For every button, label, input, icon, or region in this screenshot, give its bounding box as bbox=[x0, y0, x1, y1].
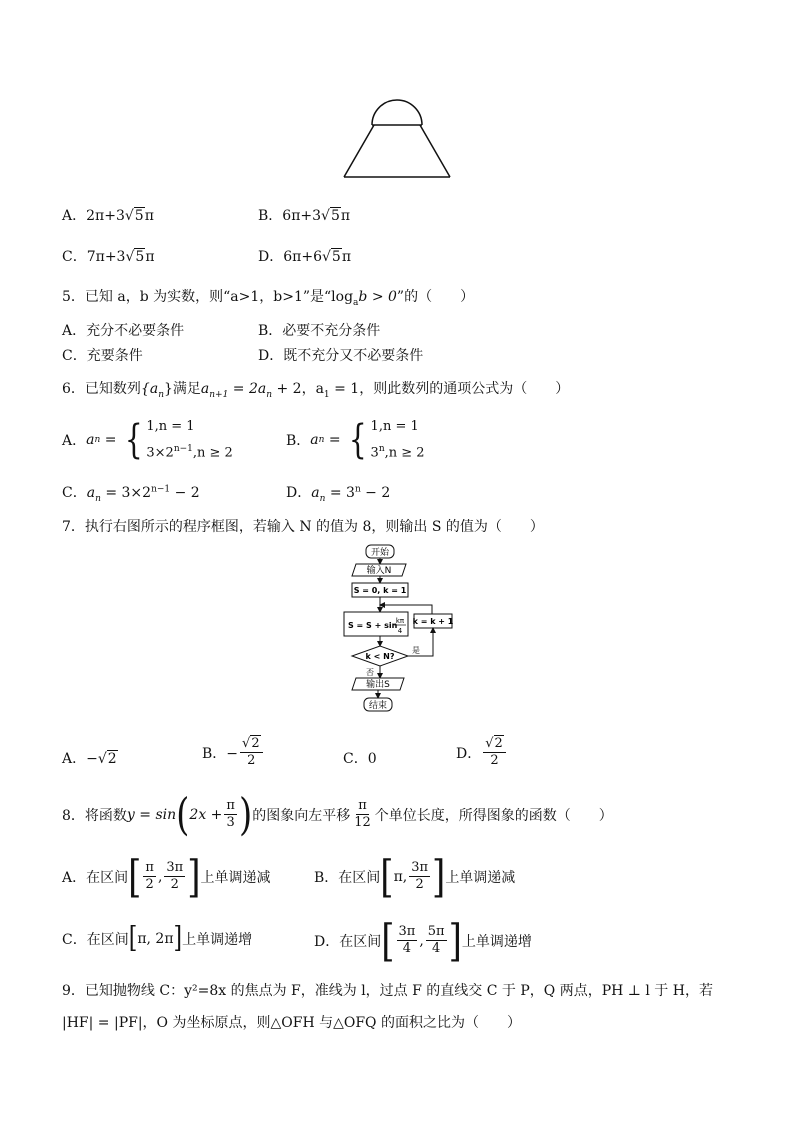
q8-stem-a: 8．将函数 bbox=[62, 807, 127, 824]
q8-b-post: 上单调递减 bbox=[445, 869, 516, 886]
flow-init: S = 0, k = 1 bbox=[353, 586, 407, 595]
q6-d-tail: − 2 bbox=[360, 485, 391, 501]
q5-option-b[interactable]: B．必要不充分条件 bbox=[258, 323, 381, 339]
flow-end: 结束 bbox=[368, 701, 388, 711]
q6-seq-sub: n bbox=[158, 389, 164, 400]
q9-line2: |HF| = |PF|，O 为坐标原点，则△OFH 与△OFQ 的面积之比为（ ） bbox=[62, 1015, 521, 1031]
flow-input: 输入N bbox=[366, 566, 392, 576]
q8-b-n2: 3π bbox=[411, 860, 429, 875]
q8-a-n2: 3π bbox=[166, 860, 184, 875]
q8-inner-num: π bbox=[226, 798, 235, 813]
q4-b-post: π bbox=[340, 208, 351, 224]
q5-stem-b: ”的（ ） bbox=[396, 289, 475, 305]
q6-rel-eq: = 2a bbox=[228, 381, 267, 397]
q8-b-pre: B．在区间 bbox=[314, 869, 381, 886]
q6-a-label: A． bbox=[62, 433, 87, 450]
q8-inner-den: 3 bbox=[226, 815, 235, 830]
q4-b-pre: 6π+3 bbox=[282, 208, 322, 224]
q7-b-den: 2 bbox=[247, 753, 256, 768]
q4-d-rad: 5 bbox=[331, 249, 341, 265]
q5-log-sub: a bbox=[353, 297, 359, 308]
q4-option-a[interactable]: A．2π+3√5π bbox=[62, 208, 154, 224]
q5-option-d[interactable]: D．既不充分又不必要条件 bbox=[258, 348, 424, 364]
q6-c-tail: − 2 bbox=[170, 485, 200, 501]
q7-option-c[interactable]: C．0 bbox=[343, 751, 377, 767]
q8-c-v: π, 2π bbox=[137, 931, 174, 947]
flow-cond: k < N? bbox=[365, 652, 395, 661]
q4-d-post: π bbox=[341, 249, 352, 265]
q8-d-n1: 3π bbox=[398, 924, 416, 939]
q6-b-case1: 1,n = 1 bbox=[370, 419, 419, 434]
q6-c-expr: = 3×2 bbox=[105, 485, 152, 501]
q8-inner: 2x + bbox=[189, 806, 223, 823]
q4-d-pre: 6π+6 bbox=[283, 249, 322, 265]
q4-option-d[interactable]: D．6π+6√5π bbox=[258, 249, 352, 265]
q6-rel-tail: + 2，a bbox=[272, 381, 324, 397]
q8-b-v1: π, bbox=[393, 868, 408, 885]
q7-stem: 7．执行右图所示的程序框图，若输入 N 的值为 8，则输出 S 的值为（ ） bbox=[62, 519, 544, 535]
flow-yes: 是 bbox=[412, 646, 420, 655]
q4-c-post: π bbox=[145, 249, 155, 265]
q8-stem: 8．将函数 y = sin ( 2x + $\frac{\pi}{3}$ ) 的图象向左平移 $\frac{\pi}{12}$ 个单位长度，所得图象的函数（ ） bbox=[62, 788, 613, 841]
q8-c-post: 上单调递增 bbox=[182, 932, 253, 948]
q6-rel-sub2: n bbox=[266, 389, 273, 400]
flow-frac-den: 4 bbox=[397, 627, 403, 635]
q7-option-a[interactable]: A．−√2 bbox=[62, 751, 117, 767]
q4-option-b[interactable]: B．6π+3√5π bbox=[258, 208, 351, 224]
q8-stem-b: 的图象向左平移 bbox=[252, 807, 351, 824]
q8-option-b[interactable]: B．在区间 [ π, $\frac{3\pi}{2}$ ] 上单调递减 bbox=[314, 850, 516, 903]
q6-option-c[interactable]: C．$a_n = 3\times 2^{n-1} - 2$ bbox=[62, 484, 200, 504]
q8-func: y = sin bbox=[126, 806, 177, 823]
q6-d-expr: = 3 bbox=[329, 485, 355, 501]
q6-a-case2: 3×2 bbox=[146, 445, 174, 461]
q8-a-post: 上单调递减 bbox=[200, 869, 271, 886]
q8-c-pre: C．在区间 bbox=[62, 932, 129, 948]
q5-log: log bbox=[331, 289, 354, 305]
q6-d-label: D． bbox=[286, 485, 312, 501]
flow-frac-num: kπ bbox=[395, 617, 405, 625]
flow-inc: k = k + 1 bbox=[412, 617, 454, 626]
flowchart bbox=[336, 542, 456, 720]
q8-d-pre: D．在区间 bbox=[314, 933, 382, 950]
q8-a-pre: A．在区间 bbox=[62, 869, 129, 886]
q4-a-pre: 2π+3 bbox=[86, 208, 125, 224]
q8-shift-den: 12 bbox=[354, 815, 371, 830]
q8-stem-c: 个单位长度，所得图象的函数（ ） bbox=[374, 807, 613, 824]
q8-option-a[interactable]: A．在区间 [ $\frac{\pi}{2}$ , $\frac{3\pi}{2}$ ] 上单调递减 bbox=[62, 850, 271, 903]
q6-b-brace: { bbox=[348, 417, 367, 464]
solid-figure bbox=[340, 95, 455, 185]
q4-c-rad: 5 bbox=[135, 249, 145, 265]
q8-d-d2: 4 bbox=[432, 941, 441, 956]
q4-a-label: A． bbox=[62, 208, 87, 224]
q4-option-c[interactable]: C．7π+3√5π bbox=[62, 249, 155, 265]
q4-b-rad: 5 bbox=[330, 208, 340, 224]
q6-option-a[interactable]: A． a n = { 1,n = 1 $3\times 2^{n-1},n \ge 2$ bbox=[62, 417, 233, 464]
q4-b-label: B． bbox=[258, 208, 283, 224]
q8-shift-num: π bbox=[358, 798, 367, 813]
q6-b-case2: 3 bbox=[370, 445, 379, 461]
q6-stem bbox=[62, 378, 569, 400]
q7-d-num: 2 bbox=[494, 736, 503, 751]
q8-option-c[interactable]: C．在区间 [ π, 2π ] 上单调递增 bbox=[62, 922, 253, 955]
q6-stem-b: 满足 bbox=[172, 381, 201, 397]
q7-a-label: A．− bbox=[62, 751, 98, 767]
q8-b-d2: 2 bbox=[415, 877, 424, 892]
q5-stem bbox=[62, 286, 474, 308]
q7-b-label: B．− bbox=[202, 745, 239, 762]
q4-c-label: C． bbox=[62, 249, 87, 265]
flow-no: 否 bbox=[366, 668, 374, 677]
q7-option-b[interactable]: B．− $\frac{√2}{2}$ bbox=[202, 736, 265, 769]
q8-d-post: 上单调递增 bbox=[461, 933, 532, 950]
q8-a-d2: 2 bbox=[170, 877, 179, 892]
q7-b-num: 2 bbox=[251, 736, 260, 751]
q4-a-rad: 5 bbox=[134, 208, 144, 224]
flow-output: 输出S bbox=[366, 680, 390, 690]
q5-option-a[interactable]: A．充分不必要条件 bbox=[62, 323, 185, 339]
q8-d-n2: 5π bbox=[427, 924, 445, 939]
q7-d-den: 2 bbox=[490, 753, 499, 768]
q6-seq-close: } bbox=[163, 381, 173, 397]
q6-option-b[interactable]: B． a n = { 1,n = 1 $3^n,n \ge 2$ bbox=[286, 417, 425, 464]
q6-a-case2-tail: ,n ≥ 2 bbox=[192, 445, 233, 461]
q6-a-case2-sup: n−1 bbox=[173, 444, 193, 454]
q6-seq: {a bbox=[140, 381, 159, 397]
q4-c-pre: 7π+3 bbox=[86, 249, 126, 265]
q4-a-post: π bbox=[144, 208, 154, 224]
q6-stem-a: 6．已知数列 bbox=[62, 381, 141, 397]
q6-b-case2-tail: ,n ≥ 2 bbox=[384, 445, 425, 461]
q6-rel: a bbox=[200, 381, 210, 397]
q6-a-case1: 1,n = 1 bbox=[146, 419, 195, 434]
flow-update: S = S + sin bbox=[348, 621, 398, 630]
q8-option-d[interactable]: D．在区间 [ $\frac{3\pi}{4}$ , $\frac{5\pi}{4}$ ] 上单调递增 bbox=[314, 914, 532, 967]
q8-a-n1: π bbox=[145, 860, 154, 875]
q6-d-sup: n bbox=[354, 484, 361, 495]
q7-a-rad: 2 bbox=[107, 751, 117, 767]
q6-b-label: B． bbox=[286, 433, 311, 450]
q6-a-brace: { bbox=[124, 417, 143, 464]
q6-b-case2-sup: n bbox=[378, 444, 385, 454]
q6-rel-sub3: 1 bbox=[323, 389, 330, 400]
q6-a-lhs: a bbox=[86, 432, 95, 449]
q8-a-d1: 2 bbox=[145, 877, 154, 892]
q9-line1: 9．已知抛物线 C：y²=8x 的焦点为 F，准线为 l，过点 F 的直线交 C 于 P，Q 两点，PH ⊥ l 于 H，若 bbox=[62, 983, 713, 999]
q6-rel-tail2: = 1，则此数列的通项公式为（ ） bbox=[329, 381, 570, 397]
q5-option-c[interactable]: C．充要条件 bbox=[62, 348, 143, 364]
q8-d-d1: 4 bbox=[402, 941, 412, 956]
q4-d-label: D． bbox=[258, 249, 284, 265]
q6-c-label: C． bbox=[62, 485, 87, 501]
q6-c-sup: n−1 bbox=[151, 484, 171, 495]
q6-rel-sub: n+1 bbox=[209, 389, 229, 400]
q6-option-d[interactable]: D．$a_n = 3^n - 2$ bbox=[286, 484, 391, 504]
flow-start: 开始 bbox=[370, 548, 390, 558]
q5-stem-a: 5．已知 a，b 为实数，则“a>1，b>1”是“ bbox=[62, 289, 332, 305]
q7-option-d[interactable]: D． $\frac{√2}{2}$ bbox=[456, 736, 508, 769]
q5-log-rest: b > 0 bbox=[358, 289, 397, 305]
q7-d-label: D． bbox=[456, 745, 482, 762]
